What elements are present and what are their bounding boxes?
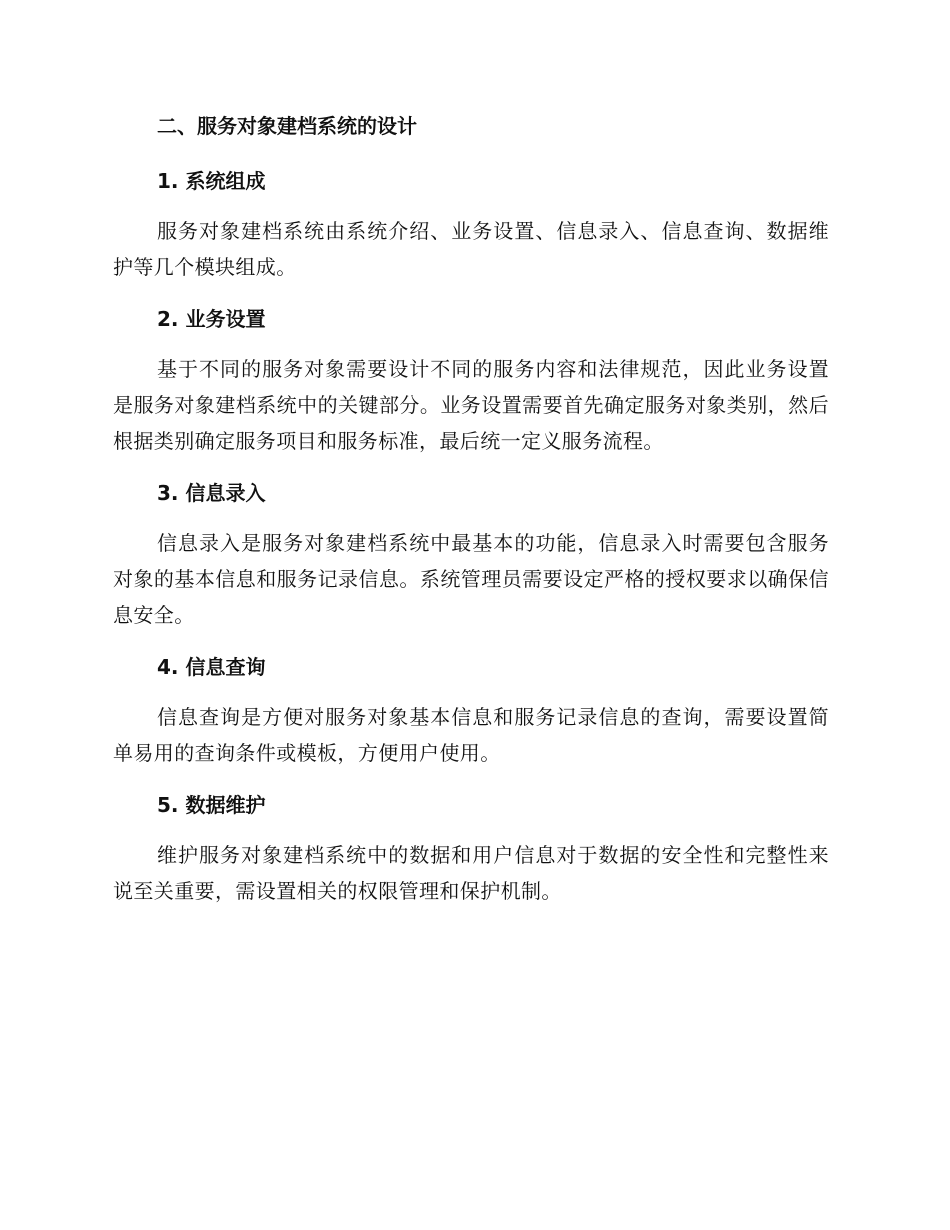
document-title: 二、服务对象建档系统的设计	[157, 114, 417, 138]
section-paragraph-3: 信息录入是服务对象建档系统中最基本的功能，信息录入时需要包含服务对象的基本信息和服务记录信息。系统管理员需要设定严格的授权要求以确保信息安全。	[113, 531, 829, 627]
section-heading-4: 4. 信息查询	[157, 655, 266, 679]
section-paragraph-5: 维护服务对象建档系统中的数据和用户信息对于数据的安全性和完整性来说至关重要，需设置相关的权限管理和保护机制。	[113, 843, 829, 903]
spacer	[113, 633, 829, 649]
section-paragraph-2: 基于不同的服务对象需要设计不同的服务内容和法律规范，因此业务设置是服务对象建档系统中的关键部分。业务设置需要首先确定服务对象类别，然后根据类别确定服务项目和服务标准，最后统一定义服务流程。	[113, 357, 829, 453]
section-heading-3: 3. 信息录入	[157, 481, 266, 505]
section-heading-1: 1. 系统组成	[157, 169, 266, 193]
section-paragraph-4: 信息查询是方便对服务对象基本信息和服务记录信息的查询，需要设置简单易用的查询条件或模板，方便用户使用。	[113, 705, 829, 765]
spacer	[113, 144, 829, 163]
spacer	[113, 685, 829, 699]
spacer	[113, 459, 829, 475]
spacer	[113, 199, 829, 213]
document-page	[113, 108, 829, 909]
spacer	[113, 511, 829, 525]
spacer	[113, 337, 829, 351]
spacer	[113, 823, 829, 837]
spacer	[113, 285, 829, 301]
section-paragraph-1: 服务对象建档系统由系统介绍、业务设置、信息录入、信息查询、数据维护等几个模块组成。	[113, 219, 829, 279]
section-heading-2: 2. 业务设置	[157, 307, 266, 331]
section-heading-5: 5. 数据维护	[157, 793, 266, 817]
spacer	[113, 771, 829, 787]
